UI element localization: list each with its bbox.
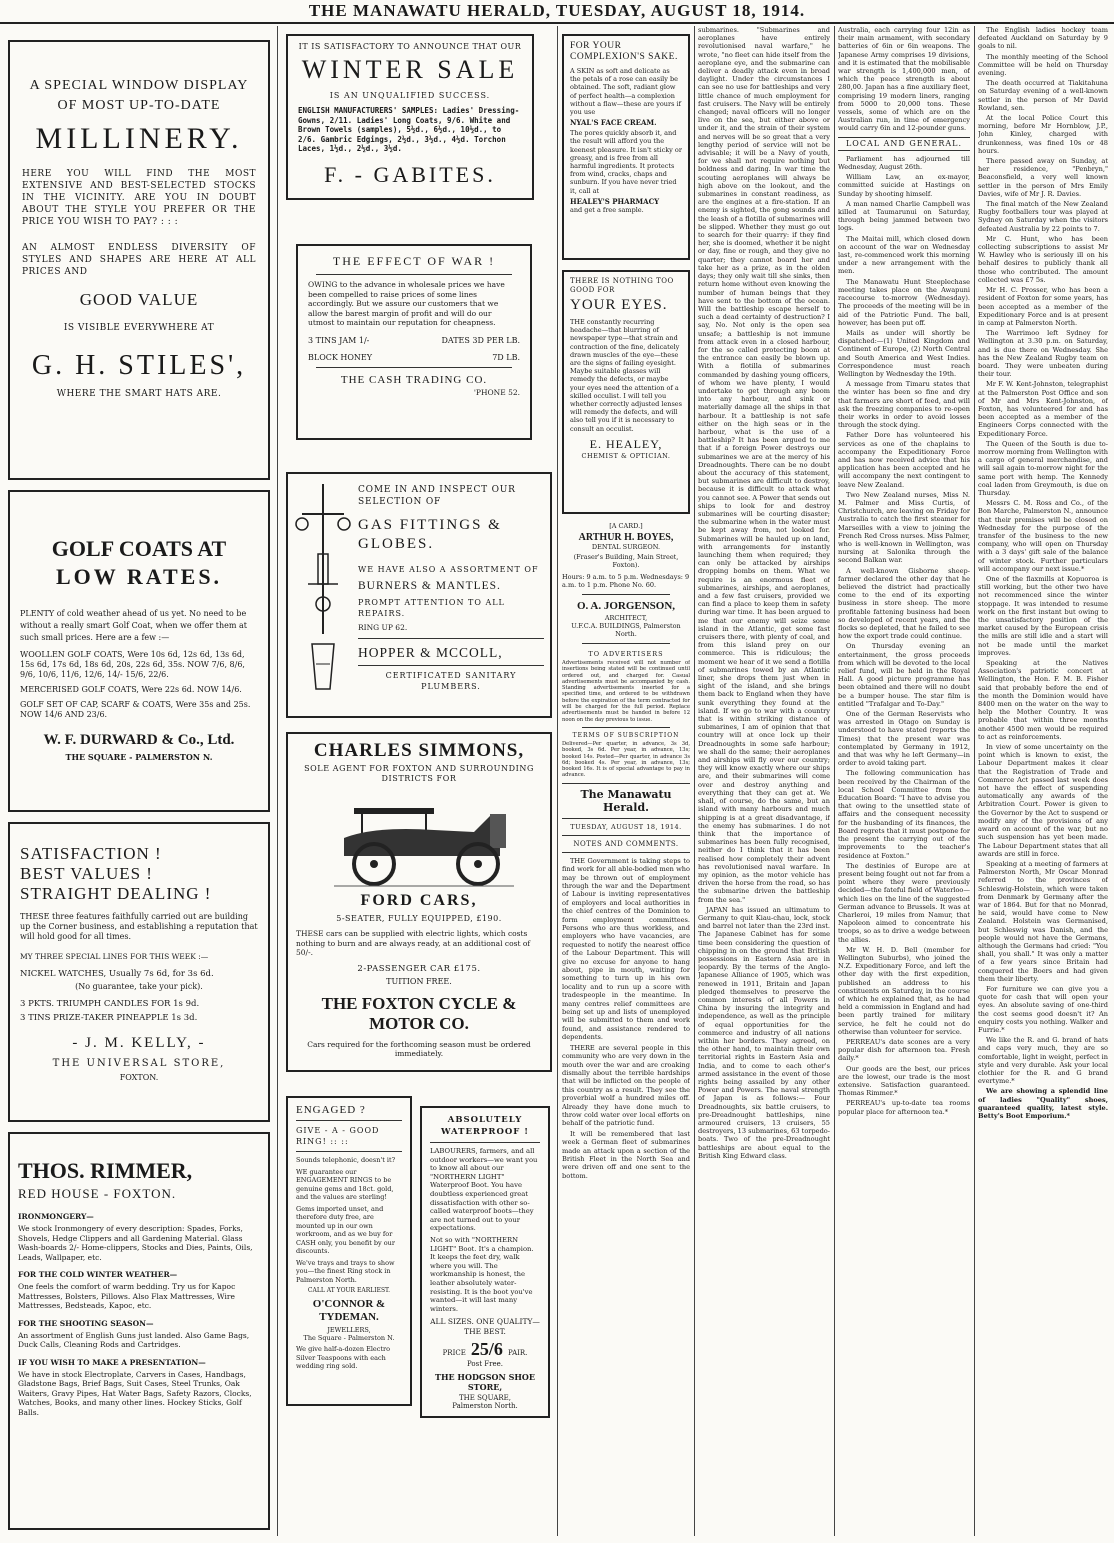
cashtrading-r2b: 7D LB. (492, 352, 520, 362)
simmons-note: Cars required for the forthcoming season must be ordered immediately. (307, 1039, 531, 1058)
oconnor-p3: We've trays and trays to show you—the finest Ring stock in Palmerston North. (296, 1258, 395, 1284)
healey-e2: YOUR EYES. (570, 297, 668, 313)
rimmer-name: THOS. RIMMER, (18, 1158, 193, 1183)
gabites-ad (286, 34, 534, 200)
news-para: Mr H. C. Prosser, who has been a resident of Foxton for some years, has been accepted as a member of the Expeditionary Force and is at present in camp at Palmerston North. (978, 286, 1108, 327)
healey-complexion-ad (562, 34, 690, 260)
gabites-p1: ENGLISH MANUFACTURERS' SAMPLES: Ladies' Dressing-Gowns, 2/11. Ladies' Long Coats, 9/6. White and Brown Towels (samples), 5½d., 6½d., 10½d., to 2/6. Gambric Edgings, 2½d., 3½d., 4½d. Torchon Laces, 1½d., 2½d., 3½d. (298, 106, 520, 153)
hopper-p1: WE HAVE ALSO A ASSORTMENT OF (358, 565, 539, 574)
gabites-h2: IS AN UNQUALIFIED SUCCESS. (329, 91, 491, 100)
rimmer-s3: FOR THE SHOOTING SEASON— (18, 1318, 154, 1328)
simmons-sub: SOLE AGENT FOR FOXTON AND SURROUNDING DISTRICTS FOR (304, 764, 534, 783)
news-para: The Warrimoo left Sydney for Wellington at 3.30 p.m. on Saturday, and is due there on Wednesday. She has the New Zealand Rugby team on board. They were unbeaten during their tour. (978, 329, 1108, 379)
news-para: We are showing a splendid line of ladies "Quality" shoes, guaranteed quality, latest style. Betty's Boot Emporium.* (978, 1087, 1108, 1120)
hopper-p2: PROMPT ATTENTION TO ALL REPAIRS. (358, 598, 505, 618)
oconnor-p1: WE guarantee our ENGAGEMENT RINGS to be genuine gems and 18ct. gold, and the values are sterling! (296, 1167, 394, 1201)
cashtrading-phone: 'PHONE 52. (473, 387, 520, 397)
healey-h1: FOR YOUR COMPLEXION'S SAKE. (570, 41, 678, 62)
simmons-spec: 5-SEATER, FULLY EQUIPPED, £190. (336, 914, 502, 923)
news-para: For furniture we can give you a quote for cash that will open your eyes. An absolute saving of one-third the cost seems good doesn't it? An enquiry costs you nothing. Walker and Furrie.* (978, 984, 1108, 1034)
news-para: A well-known Gisborne sheep-farmer declared the other day that he believed the district had practically come to the end of its exporting business in store sheep. The more profitable fattening business had been so developed of recent years, and the flocks so depleted, that he failed to see how the export trade could continue. (838, 566, 970, 641)
jorg-title: ARCHITECT, (604, 614, 648, 622)
news-para: The following communication has been received by the Chairman of the local School Committee from the Education Board: "I have to advise you that owing to the unsettled state of affairs and the consequent necessity for the husbanding of its finances, the Board regrets that it must postpone for the present the carrying out of the improvements to the teacher's residence at Foxton." (838, 769, 970, 860)
kelly-l1b: (No guarantee, take your pick). (75, 982, 203, 991)
news-para: The death occurred at Tiakitahuna on Saturday evening of a well-known settler in the person of Mr David Rowland, sen. (978, 79, 1108, 112)
boyes-title: DENTAL SURGEON. (591, 543, 661, 551)
news-para: The Maitai mill, which closed down on account of the war on Wednesday last, re-commenced work this morning under a new arrangement with the men. (838, 234, 970, 276)
hopper-ring: RING UP 62. (358, 623, 408, 632)
rimmer-p1: We stock Ironmongery of every description: Spades, Forks, Shovels, Hedge Clippers and all Gardening Material. Glass Wash-boards 2/- Home-clippers, Stocks and Dies, Paints, Oils, Leads, Wallpaper, etc. (18, 1224, 253, 1262)
kelly-h1: SATISFACTION ! (20, 844, 162, 863)
oconnor-tag: JEWELLERS, (327, 1326, 371, 1334)
hopper-name: HOPPER & MCCOLL, (358, 645, 503, 660)
price-row (308, 353, 520, 362)
rimmer-ad (8, 1132, 270, 1530)
boots-p1: LABOURERS, farmers, and all outdoor workers—we want you to know all about our "NORTHERN LIGHT" Waterproof Boot. You have doubtless experienced great dissatisfaction with other so-called waterproof boots—they are not turned out to your expectations. (430, 1147, 538, 1233)
news-para: Father Dore has volunteered his services as one of the chaplains to accompany the Expeditionary Force and has now received advice that his application has been accepted and he will accompany the next contingent to leave New Zealand. (838, 431, 970, 489)
kelly-p1: THESE three features faithfully carried out are building up the Corner business, and establishing a reputation that will hold good for all times. (20, 912, 258, 941)
durward-p3: MERCERISED GOLF COATS, Were 22s 6d. NOW 14/6. (20, 685, 242, 694)
durward-ad (8, 490, 270, 812)
boots-price-label: PRICE (442, 1349, 466, 1358)
hopper-h2: GAS FITTINGS & GLOBES. (358, 517, 502, 552)
durward-p4: GOLF SET OF CAP, SCARF & COATS, Were 35s and 25s. NOW 14/6 AND 23/6. (20, 700, 251, 719)
news-para: The English ladies hockey team defeated Auckland on Saturday by 9 goals to nil. (978, 26, 1108, 51)
subscription-heading: TERMS OF SUBSCRIPTION (572, 731, 680, 739)
boots-name: THE HODGSON SHOE STORE, (435, 1372, 535, 1393)
jorg-addr: U.F.C.A. BUILDINGS, Palmerston North. (571, 622, 681, 638)
news-para: Mails as under will shortly be dispatched:—(1) United Kingdom and Continent of Europe, (2) North Central and South America and West Indies. Correspondence must reach Wellington by Wednesday the 19th. (838, 328, 970, 378)
durward-p1: PLENTY of cold weather ahead of us yet. No need to be without a really smart Golf Coat, when we offer them at such small prices. Here are a few :— (20, 609, 248, 642)
local-general-heading: LOCAL AND GENERAL. (838, 137, 970, 151)
healey-p4: THE constantly recurring headache—that blurring of newspaper type—that strain and contraction of the fine, delicately drawn muscles of the eye—these are the signs of failing eyesight. Maybe suitable glasses will remedy the defects, or maybe your eyes need the attention of a skilled occulist. I will tell you whether correctly adjusted lenses will remedy the defects, and will also tell you if it is necessary to consult an occulist. (570, 318, 682, 433)
cashtrading-r1b: DATES 3D PER LB. (441, 335, 520, 345)
news-column-5 (838, 26, 970, 1534)
hopper-h1: COME IN AND INSPECT OUR SELECTION OF (358, 485, 516, 507)
rimmer-s2: FOR THE COLD WINTER WEATHER— (18, 1270, 178, 1279)
oconnor-p2: Gems imported unset, and therefore duty free, are mounted up in our own workroom, and as we buy for CASH only, you benefit by our discounts. (296, 1204, 395, 1255)
news-para: PERREAU's up-to-date tea rooms popular place for afternoon tea.* (838, 1099, 970, 1116)
news-para: The Manawatu Hunt Steeplechase meeting takes place on the Awapuni racecourse to-morrow (Wednesday). The proceeds of the meeting will be in aid of the Patriotic Fund. The ball, however, has been put off. (838, 277, 970, 327)
boots-ad (420, 1106, 550, 1418)
healey-p1: A SKIN as soft and delicate as the petals of a rose can easily be obtained. The soft, radiant glow of perfect health—a complexion without a flaw—these are yours if you use (570, 67, 681, 117)
durward-h2: LOW RATES. (55, 564, 223, 589)
simmons-co: THE FOXTON CYCLE & MOTOR CO. (321, 993, 517, 1033)
cashtrading-name: THE CASH TRADING CO. (340, 373, 488, 386)
stiles-p3: GOOD VALUE (79, 290, 199, 309)
durward-name: W. F. DURWARD & Co., Ltd. (43, 732, 235, 748)
news-para: A man named Charlie Campbell was killed at Taumarunui on Saturday, through being jammed between two logs. (838, 199, 970, 233)
rimmer-p2: One feels the comfort of warm bedding. Try us for Kapoc Mattresses, Bolsters, Pillows. Also Flax Mattresses, Wire Mattresses, Bedsteads, Kapoc, etc. (18, 1282, 236, 1310)
simmons-ad (286, 732, 552, 1072)
news-para: In view of some uncertainty on the point which is known to exist, the Labour Department makes it clear that the Registration of Trade and Commerce Act passed last week does not have the effect of suspending automatically any awards of the Arbitration Court. Power is given to the Governor by the Act to suspend or modify any of the provisions of any award on account of the war, but no such suspension has yet been made. The Labour Department states that all awards are still in force. (978, 743, 1108, 858)
news-para: Mr F. W. Kent-Johnston, telegraphist at the Palmerston Post Office and son of Mr and Mrs Kent-Johnston, of Foxton, has volunteered for and has been accepted as a member of the Engineers Corps connected with the Expeditionary Force. (978, 380, 1108, 438)
column-rule (974, 26, 975, 1536)
news-column-6 (978, 26, 1108, 1534)
news-para: At the local Police Court this morning, before Mr Hornblow, J.P., John Kinley, charged with drunkenness, was fined 10s or 48 hours. (978, 114, 1108, 155)
oconnor-name: O'CONNOR & TYDEMAN. (312, 1298, 386, 1323)
healey-tag: CHEMIST & OPTICIAN. (581, 451, 671, 460)
hopper-ad (286, 472, 552, 718)
healey-e1: THERE IS NOTHING TOO GOOD FOR (570, 277, 674, 294)
news-para: Australia, each carrying four 12in as their main armament, with secondary batteries of 6in or 6in weapons. The Japanese Army comprises 19 divisions, and it is estimated that the mobilisable war strength is 1,400,000 men, of which the peace strength is about 280,00. Japan has a fine auxiliary fleet, comprising 19 modern liners, ranging from 5000 to 20,000 tons. These vessels, some of which are on the Australian run, in time of emergency would carry 6in and 12-pounder guns. (838, 26, 970, 133)
simmons-h1: FORD CARS, (360, 892, 478, 909)
hopper-h3: BURNERS & MANTLES. (358, 580, 501, 592)
column-rule (557, 26, 558, 1536)
column-rule (834, 26, 835, 1536)
stiles-h2: OF MOST UP-TO-DATE (57, 98, 221, 113)
rimmer-s1: IRONMONGERY— (18, 1212, 94, 1221)
healey-p2: The pores quickly absorb it, and the result will afford you the keenest pleasure. It isn't sticky or greasy, and is free from all harmful ingredients. It protects from wind, cracks, chaps and sunburn. If you have never tried it, call at (570, 129, 682, 195)
news-para: The destinies of Europe are at present being fought out not far from a point where they were previously decided—the fateful field of Waterloo—which lies on the line of the suggested German advance to Brussels. It was at Charleroi, 19 miles from Namur, that Napoleon aimed to concentrate his troops, so as to drive a wedge between the allies. (838, 861, 970, 944)
hopper-text (358, 484, 544, 692)
news-para: There passed away on Sunday, at her residence, "Penbryn," Beaconsfield, a very well known settler in the person of Mrs Emily Davies, wife of Mr J. R. Davies. (978, 157, 1108, 198)
cashtrading-p1: OWING to the advance in wholesale prices we have been compelled to raise prices of some lines accordingly. But we assure our customers that we allow the barest margin of profit and will do our utmost to maintain our reputation for cheapness. (308, 280, 505, 327)
rimmer-p4: We have in stock Electroplate, Carvers in Cases, Handbags, Gladstone Bags, Brief Bags, Suit Cases, Steel Trunks, Oak Waiters, Gravy Pipes, Hat Water Bags, Safety Razors, Clocks, Watches, Books, and many other lines. Hockey Sticks, Golf Balls. (18, 1369, 252, 1417)
boots-price-row (430, 1339, 540, 1360)
card-label: [A CARD.] (609, 522, 643, 530)
oconnor-h1: ENGAGED ? (296, 1104, 366, 1116)
healey-cream: NYAL'S FACE CREAM. (570, 118, 657, 128)
kelly-l1: NICKEL WATCHES, Usually 7s 6d, for 3s 6d. (20, 969, 214, 979)
notes-para: It will be remembered that last week a German fleet of submarines made an attack upon a section of the British Fleet in the North Sea and were driven off and one sent to the bottom. (562, 1129, 690, 1180)
news-para: Mr C. Hunt, who has been collecting subscriptions to assist Mr W. Hawley who is seriously ill on his behalf desires to publicly thank all those who contributed. The amount collected was £7 5s. (978, 234, 1108, 284)
news-column-4 (698, 26, 830, 1534)
jorg-name: O. A. JORGENSON, (576, 600, 676, 612)
news-para: PERREAU's date scones are a very popular dish for afternoon tea. Fresh daily.* (838, 1037, 970, 1063)
durward-h1: GOLF COATS AT (51, 536, 227, 561)
oconnor-addr: The Square - Palmerston N. (303, 1334, 395, 1342)
notes-body (562, 857, 690, 1180)
hopper-tag: CERTIFICATED SANITARY PLUMBERS. (385, 671, 517, 691)
stiles-ad (8, 40, 270, 480)
adv-text: Advertisements received will not number of insertions being stated will be continued until ordered out, and charged for. Casual advertisements must be accompanied by cash. Standing advertisements inserted for a specified time, and ordered to be withdrawn before the expiration of the term contracted for will be charged for the full period. Replace advertisements must be handed in before 12 noon on the day previous to issue. (562, 660, 690, 723)
simmons-p1: THESE cars can be supplied with electric lights, which costs nothing to burn and are always ready, at an additional cost of 50/-. (296, 929, 531, 957)
durward-p2: WOOLLEN GOLF COATS, Were 10s 6d, 12s 6d, 13s 6d, 15s 6d, 17s 6d, 18s 6d, 20s, 22s 6d, 35s. NOW 7/6, 8/6, 9/6, 10/6, 11/6, 12/6, 14/- 15/6, 22/6. (20, 650, 245, 679)
boots-price: 25/6 (470, 1339, 503, 1360)
gabites-h1: WINTER SALE (301, 55, 519, 84)
notes-para: THE Government is taking steps to find work for all able-bodied men who may be thrown out of employment through the war and the Department of Labour is inviting representatives of employers and local authorities in the chief centres of the Dominion to form employment committees. Persons who are thus workless, and employers who have vacancies, are requested to notify the nearest office of the Labour Department. This will give no excuse for anyone to hang about, pipe in mouth, waiting for something to turn up in his own locality and to run up a score with tradespeople in the meantime. In many centres relief committees are being set up and lists of unemployed will be submitted to them and work found, and assistance rendered to dependents. (562, 856, 690, 1042)
news-para: Mr W. H. D. Bell (member for Wellington Suburbs), who joined the N.Z. Expeditionary Force, and left the other day with the first expedition, published an address to his constituents on Saturday, in the course of which he explained that, as he had held a commission in England and had been partly trained for military service, he felt he could not do otherwise than volunteer for service. (838, 945, 970, 1036)
news-para: On Thursday evening an entertainment, the gross proceeds from which will be devoted to the local relief fund, will be held in the Royal Hall. A good picture programme has been obtained and there will no doubt be a bumper house. The star film is entitled "Trafalgar and To-Day." (838, 642, 970, 708)
news-para: Our goods are the best, our prices are the lowest, our trade is the most extensive. Satisfaction guaranteed. Thomas Rimmer.* (838, 1064, 970, 1098)
boots-p2: Not so with "NORTHERN LIGHT" Boot. It's a champion. It keeps the feet dry, walk where you will. The workmanship is honest, the leather absolutely water-resisting. It is the boot you've wanted—it will last many winters. (430, 1235, 534, 1313)
gas-lamp-icon (294, 484, 352, 709)
boyes-hours: Hours: 9 a.m. to 5 p.m. Wednesdays: 9 a.m. to 1 p.m. Phone No. 60. (562, 573, 690, 589)
subscription-text: Delivered—Per quarter, in advance, 3s 3d, booked, 3s 6d. Per year, in advance, 13s; booked 14s. Posted—Per quarter, in advance 3s 6d; booked 4s. Per year, in advance, 13s; booked 16s. It is of special advantage to pay in advance. (562, 740, 690, 779)
boots-addr: THE SQUARE, (459, 1394, 511, 1403)
healey-shop: HEALEY'S PHARMACY (570, 196, 660, 206)
masthead: THE MANAWATU HERALD, TUESDAY, AUGUST 18, 1914. (0, 0, 1114, 24)
ford-car-icon (314, 786, 524, 890)
cashtrading-ad (296, 244, 532, 440)
kelly-l2: 3 PKTS. TRIUMPH CANDLES FOR 1s 9d. (20, 999, 200, 1009)
notes-heading: NOTES AND COMMENTS. (573, 839, 679, 848)
stiles-tag: WHERE THE SMART HATS ARE. (56, 389, 222, 399)
boots-pair: PAIR. (508, 1349, 528, 1358)
simmons-p3: TUITION FREE. (386, 976, 452, 986)
kelly-h3: STRAIGHT DEALING ! (20, 884, 212, 903)
adv-heading: TO ADVERTISERS (588, 650, 664, 658)
column-rule (694, 26, 695, 1536)
kelly-h2: BEST VALUES ! (20, 864, 153, 883)
oconnor-call: CALL AT YOUR EARLIEST. (307, 1287, 391, 1294)
news-para: Messrs C. M. Ross and Co., of the Bon Marche, Palmerston N., announce that their premises will be closed on Wednesday for the purpose of the transfer of the business to the new company, who will open on Thursday with a 3 days' gift sale of the balance of winter stock. Further particulars will accompany our next issue.* (978, 499, 1108, 573)
simmons-p2: 2-PASSENGER CAR £175. (357, 963, 481, 974)
oconnor-p4: We give half-a-dozen Electro Silver Teaspoons with each wedding ring sold. (296, 1345, 391, 1370)
boots-h1: ABSOLUTELY WATERPROOF ! (441, 1115, 529, 1137)
kelly-name: - J. M. KELLY, - (72, 1035, 206, 1051)
cashtrading-r1a: 3 TINS JAM 1/- (308, 335, 370, 345)
paper-title: The Manawatu Herald. (580, 787, 672, 814)
news-para: Speaking at the Natives Association's patriotic concert at Wellington, the Hon. F. M. B. Fisher said that probably before the end of the month the Dominion would have 8400 men on the water on the way to help the Mother Country. It was probable that within three months another 4500 men would be required to act as reinforcements. (978, 659, 1108, 741)
kelly-town: FOXTON. (119, 1073, 159, 1082)
paper-date: TUESDAY, AUGUST 18, 1914. (570, 822, 682, 831)
stiles-p4: IS VISIBLE EVERYWHERE AT (63, 323, 215, 333)
simmons-name: CHARLES SIMMONS, (313, 740, 525, 761)
news-para: submarines. "Submarines and aeroplanes have entirely revolutionised naval warfare," he wrote, "no fleet can hide itself from the aeroplane eye, and the submarine can deliver a deadly attack even in broad daylight. Under the circumstances I can see no use for battleships and very little chance of much employment for fast cruisers. The Navy will be entirely changed; naval officers will no longer live on the sea, but either above or under it, and the strain of their system and nerves will be so great that a very lengthy period of service will not be advisable; it will be a Navy of youth, for we shall not require nothing but boldness and daring. In war time the scouting aeroplanes will always be high above on the lookout, and the submarines in constant readiness, as are the engines at a fire-station. If an enemy is sighted, the gong sounds and the leash of a flotilla of submarines will be slipped. Whether they must go out to search for their quarry: if they find her, she is doomed, whether it be night or day, fine or rough, and they give no quarter; they cannot board her and take her as a prize, as in the olden days; they only wait till she sinks, then return home without even knowing the number of human beings that they have sent to the bottom of the ocean. Will the battleship escape herself to such a dead certainty of destruction? I say, No. Not only is the open sea unsafe; a battleship is not immune from attack even in a closed harbour, for the so called protecting boom at the entrance can easily be blown up. With a flotilla of submarines commanded by dashing young officers, of whom we have plenty, I would undertake to get through any boom into any harbour, and sink or materially damage all the ships in that harbour. It a battleship is not safe either on the high seas or in the harbour, what is the use of a battleship? It has been argued to me that if a foreign Power destroys our submarines we are at the mercy of his Dreadnoughts. There can be no doubt about the accuracy of this statement, but submarines are difficult to destroy, because it is difficult to attack what you cannot see. A Power that sends out ships to look for and destroy submarines will be courting disaster; the submarine when in the water must be kept away from, not looked for. Submarines will be hauled up on land, with arrangements for instantly launching them when required; they can only be attacked by airships dropping bombs on them. What we require is an enormous fleet of submarines, airships, and aeroplanes, and a few fast cruisers, provided we can find a place to keep them in safety during war time. It has been argued to me that our enemy will seize some island in the Atlantic, get some fast cruisers there, with plenty of coal, and from this island prey on our commerce. This is ridiculous; the moment we hear of it we send a flotilla of submarines towed by an Atlantic liner, she drops them just when in sight of the island, and she brings them back to England when they have sunk everything they found at the island. If we go to war with a country that is within striking distance of submarines, I am of opinion that that country will at once lock up their Dreadnoughts in some safe harbour; we shall do the same; their aeroplanes and airships will fly over our country; they will know exactly where our ships are, and their submarines will come over and destroy anything and everything that they can get at. We shall, of course, do the same, but an island with many harbours and much shipping is at a great disadvantage, if the enemy has submarines. I do not think that the importance of submarines has been fully recognised, neither do I think that it has been realised how completely their advent has revolutionised naval warfare. In my opinion, as the motor vehicle has driven the horse from the road, so has the submarine driven the battleship from the sea." (698, 26, 830, 904)
gabites-intro: IT IS SATISFACTORY TO ANNOUNCE THAT OUR (298, 42, 522, 51)
news-para: Speaking at a meeting of farmers at Palmerston North, Mr Oscar Monrad referred to the provinces of Schleswig-Holstein, which were taken from Denmark by Germany after the war of 1864. But for that no Monrad, he said, would have come to New Zealand. Holstein was Germanised, but Schleswig was Danish, and the people would not have the Germans, although the Germans had cried: "You shall, you shall." It was only a matter of a few years since Britain had conquered the Boers and had given them their liberty. (978, 859, 1108, 983)
oconnor-h2: GIVE - A - GOOD RING! :: :: (296, 1126, 380, 1146)
rimmer-p3: An assortment of English Guns just landed. Also Game Bags, Duck Calls, Cleaning Rods and Cartridges. (18, 1330, 250, 1349)
notes-para: THERE are several people in this community who are very down in the mouth over the war and are croaking dismally about the terrible hardships that will be inflicted on the people of this country as a result. They see the proverbial wolf a hundred miles off. Already they have done much to throw cold water over local efforts on behalf of the patriotic fund. (562, 1043, 690, 1128)
stiles-name: G. H. STILES', (31, 350, 247, 381)
news-para: One of the German Reservists who was arrested in Otago on Sunday is understood to have stated (reports the Times) that the present war was contemplated by Germany in 1912, and that was why he left Germany—in order to avoid taking part. (838, 710, 970, 768)
cashtrading-h1: THE EFFECT OF WAR ! (332, 254, 496, 268)
gabites-name: F. - GABITES. (324, 161, 496, 187)
column-rule (277, 26, 278, 1536)
healey-p3: and get a free sample. (570, 205, 644, 214)
boyes-name: ARTHUR H. BOYES, (578, 532, 674, 543)
price-row (308, 336, 520, 345)
news-para: The monthly meeting of the School Committee will be held on Thursday evening. (978, 52, 1108, 78)
stiles-p2: AN ALMOST ENDLESS DIVERSITY OF STYLES AND SHAPES ARE HERE AT ALL PRICES AND (22, 243, 256, 277)
kelly-l3: 3 TINS PRIZE-TAKER PINEAPPLE 1s 3d. (20, 1013, 198, 1023)
boyes-addr: (Fraser's Building, Main Street, Foxton). (573, 553, 679, 569)
rimmer-s4: IF YOU WISH TO MAKE A PRESENTATION— (18, 1357, 206, 1367)
durward-addr: THE SQUARE - PALMERSTON N. (65, 752, 213, 762)
news-para: Parliament has adjourned till Wednesday, August 26th. (838, 154, 970, 172)
stiles-h3: MILLINERY. (35, 122, 243, 155)
oconnor-p0: Sounds telephonic, doesn't it? (296, 1156, 396, 1164)
cards-section (562, 522, 690, 1182)
news-para: A message from Timaru states that the winter has been so fine and dry that farmers are short of feed, and will ask the freezing companies to re-open their works in order to avoid losses through the stock dying. (838, 380, 970, 430)
stiles-p1: HERE YOU WILL FIND THE MOST EXTENSIVE AND BEST-SELECTED STOCKS IN THE VICINITY. ARE YOU IN DOUBT ABOUT THE STYLE YOU PREFER OR THE PRICE YOU WISH TO PAY? : : : (22, 169, 256, 227)
news-para: One of the flaxmills at Kopuoroa is still working, but the other two have not recommenced since the winter stoppage. It was intended to resume work on the first instant but owing to the unsatisfactory position of the market caused by the European crisis the mills are still idle and a start will not be made until the market improves. (978, 575, 1108, 657)
kelly-p2: MY THREE SPECIAL LINES FOR THIS WEEK :— (20, 952, 209, 961)
kelly-store: THE UNIVERSAL STORE, (52, 1058, 226, 1069)
news-para: JAPAN has issued an ultimatum to Germany to quit Kiau-chau, lock, stock and barrel not later than the 23rd inst. The Japanese Cabinet has for some time been considering the question of chipping in on the ground that British possessions in Eastern Asia are in jeopardy. By the terms of the Anglo-Japanese Alliance of 1905, which was renewed in 1911, Britain and Japan pledged themselves to preserve the common interests of all Powers in China by insuring the integrity and independence, as well as the principle of equal opportunities for the commerce and industry of all nations within her borders. They agreed, on the other hand, to maintain their own territorial rights in Eastern Asia and India, and to come to each other's armed assistance in the event of those rights being assailed by any other Power and Powers. The naval strength of Japan is as follows:— Four Dreadnoughts, six battle cruisers, to pre-Dreadnought battleships, nine armoured cruisers, 13 cruisers, 55 destroyers, 13 submarines, 63 torpedo-boats. Two of the pre-Dreadnought battleships are about equal to the British King Edward class. (698, 905, 830, 1160)
cashtrading-r2a: BLOCK HONEY (308, 352, 373, 362)
kelly-ad (8, 822, 270, 1122)
boots-post: Post Free. (467, 1360, 503, 1369)
oconnor-ad (286, 1096, 412, 1406)
healey-eyes-ad (562, 270, 690, 514)
boots-town: Palmerston North. (452, 1402, 518, 1411)
news-para: We like the R. and G. brand of hats and caps very much, they are so comfortable, light in weight, perfect in style and very durable. Ask your local clothier for the R. and G brand evertyme.* (978, 1036, 1108, 1086)
news-para: The Queen of the South is due to-morrow morning from Wellington with a cargo of general merchandise, and will sail again to-morrow night for the same port with hemp. The Kennedy coal laden from Greymouth, is due on Thursday. (978, 439, 1108, 497)
healey-name: E. HEALEY, (589, 436, 663, 451)
boots-sizes: ALL SIZES. ONE QUALITY—THE BEST. (430, 1317, 540, 1336)
rimmer-house: RED HOUSE - FOXTON. (18, 1186, 177, 1201)
news-para: The final match of the New Zealand Rugby footballers tour was played at Sydney on Saturday when the visitors defeated Australia by 22 points to 7. (978, 200, 1108, 233)
news-para: William Law, an ex-mayor, committed suicide at Hastings on Sunday by shooting himself. (838, 173, 970, 198)
stiles-h1: A SPECIAL WINDOW DISPLAY (29, 78, 249, 93)
news-para: Two New Zealand nurses, Miss N. M. Palmer and Miss Curtis, of Christchurch, are leaving on Friday for Australia to catch the first steamer for Marseilles with a view to joining the French Red Cross nurses. Miss Palmer, who is well-known in Wellington, was nursing at Salonika through the second Balkan war. (838, 490, 970, 565)
